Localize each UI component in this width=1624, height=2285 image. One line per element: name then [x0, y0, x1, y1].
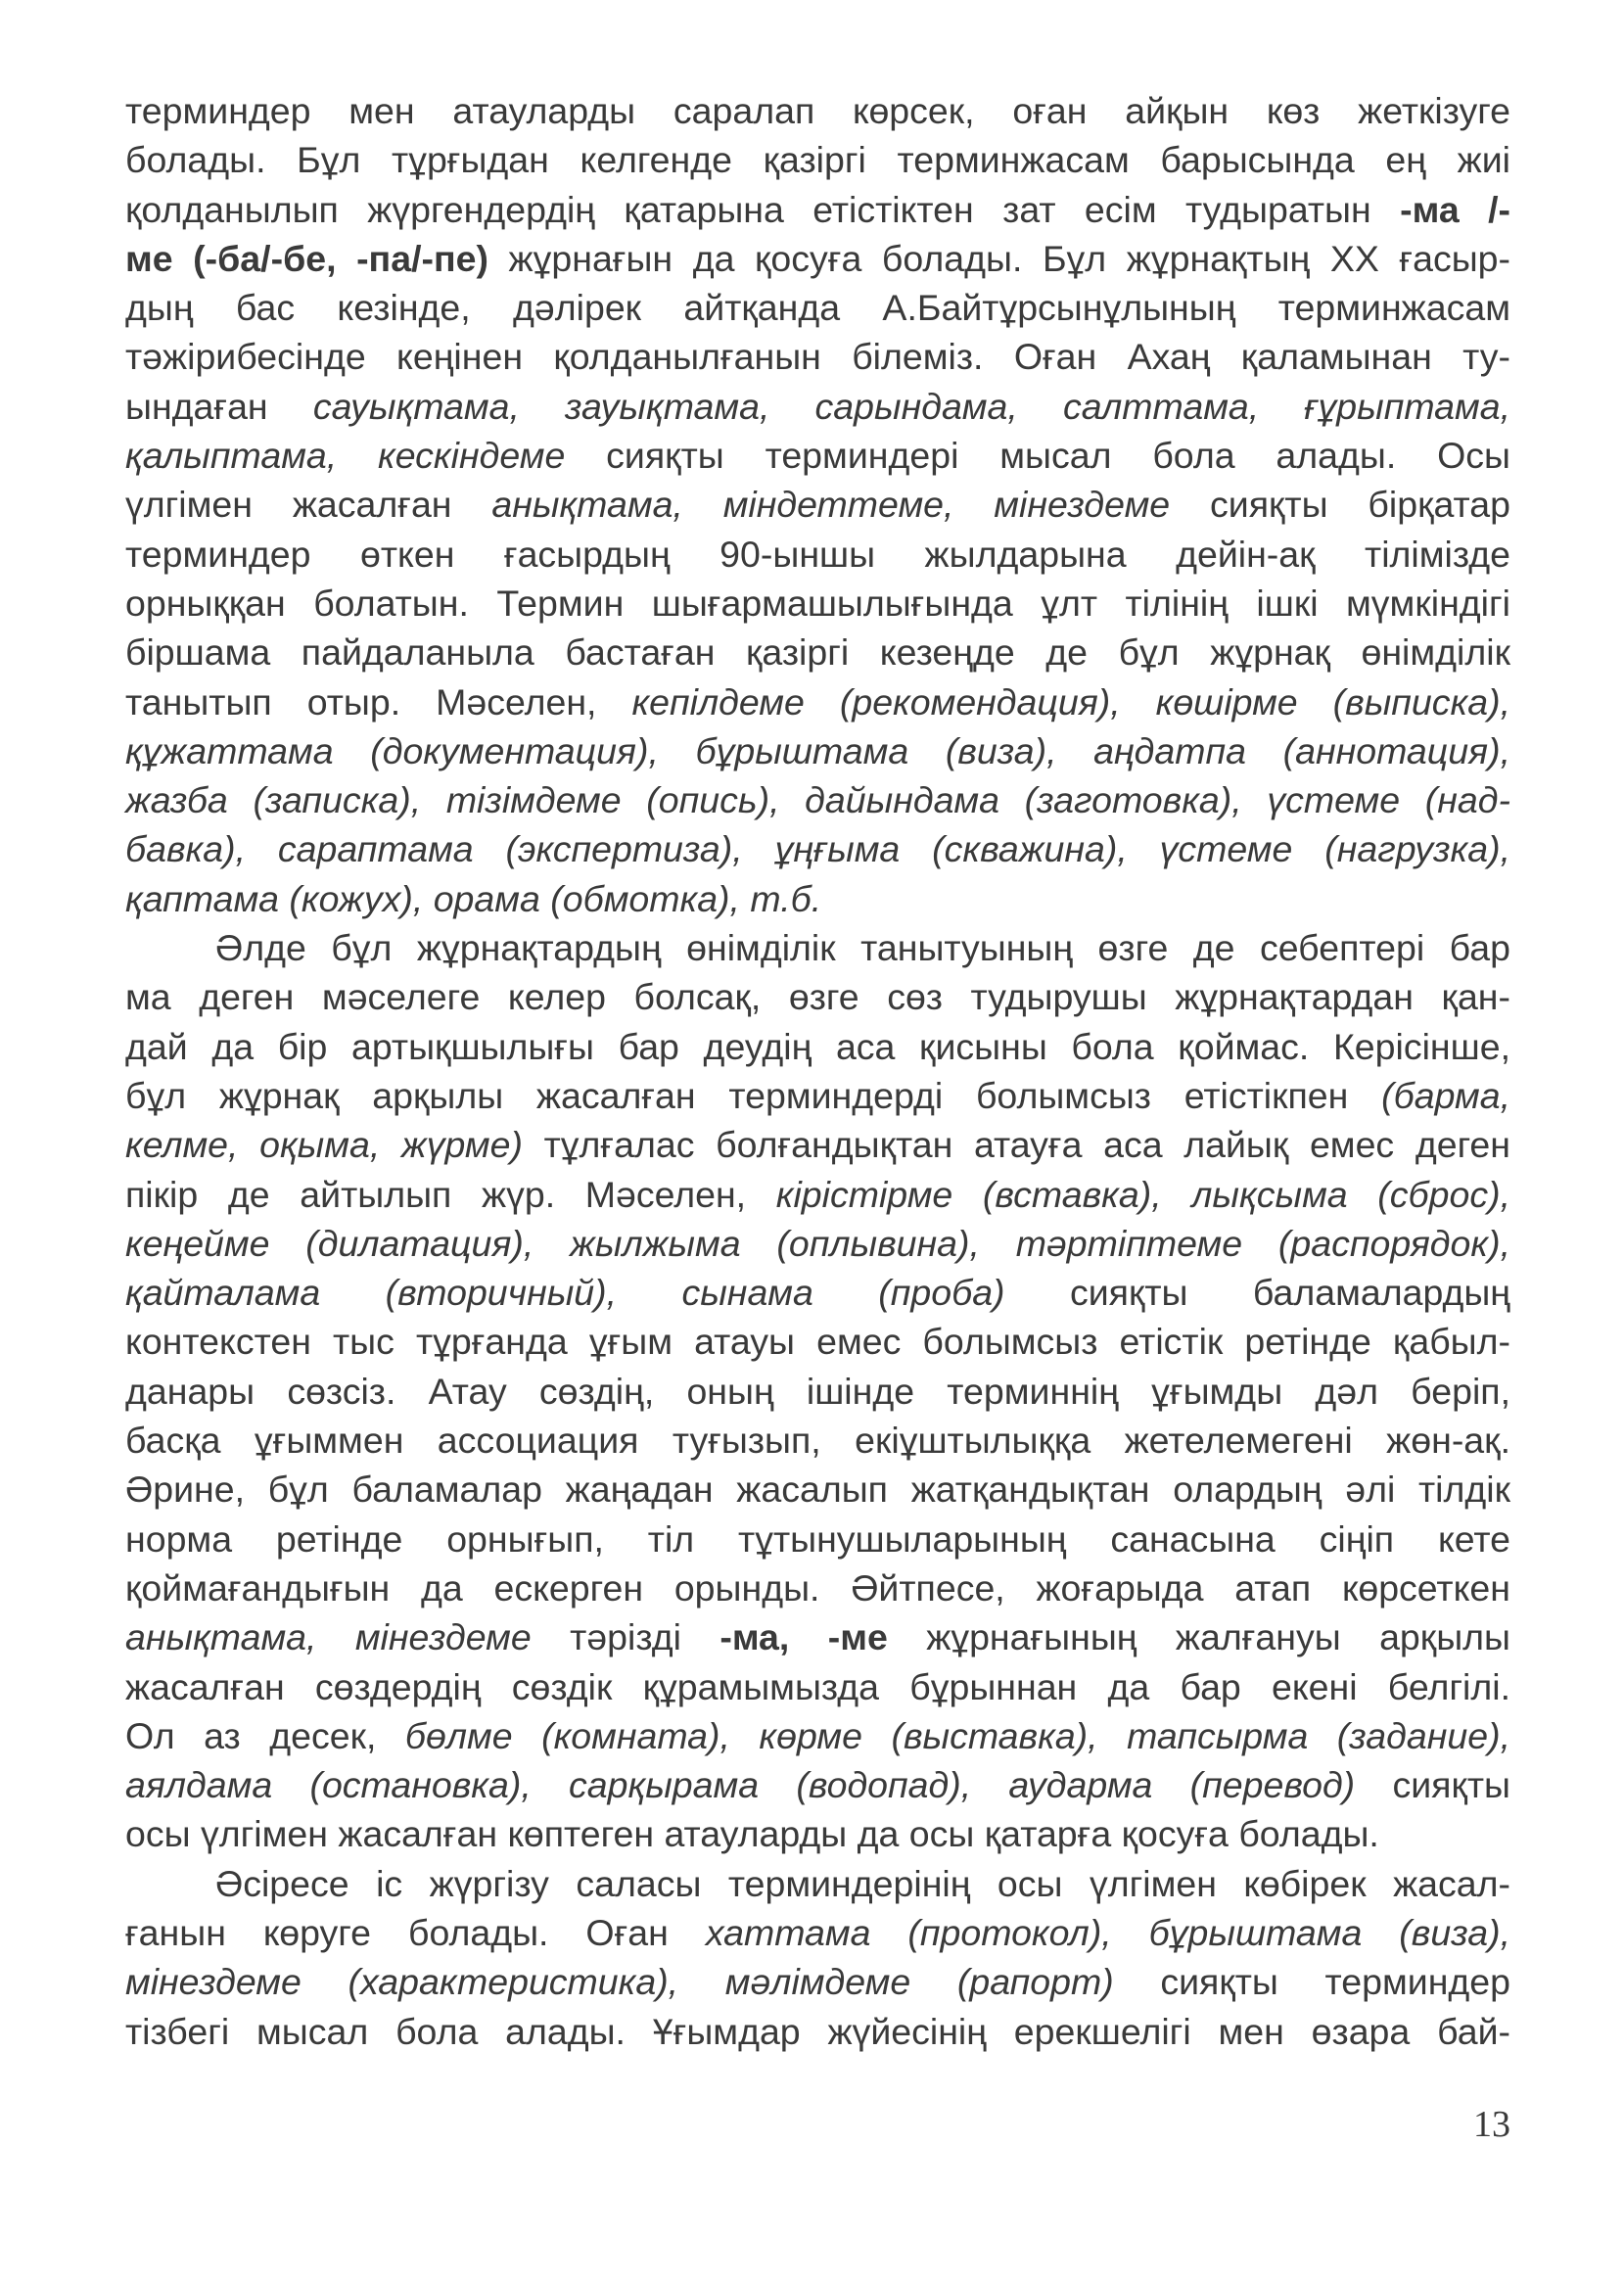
text-run: сияқты — [1355, 1764, 1510, 1806]
text-line — [125, 480, 1510, 529]
text-run: тәжірибесінде кеңінен қолданылғанын білеміз. Оған Ахаң қаламынан ту- — [125, 336, 1510, 378]
italic-term: анықтама, міндеттеме, мінездеме — [491, 484, 1171, 526]
text-run: терминдер өткен ғасырдың 90-ыншы жылдарына дейін-ақ тілімізде — [125, 533, 1510, 575]
text-line — [125, 923, 1510, 972]
text-line — [125, 2007, 1510, 2056]
text-run: орныққан болатын. Термин шығармашылығында ұлт тілінің ішкі мүмкіндігі — [125, 582, 1510, 624]
italic-term: бавка), сараптама (экспертиза), ұңғыма (скважина), үстеме (нагрузка), — [125, 828, 1510, 870]
text-run: сияқты терминдері мысал бола алады. Осы — [565, 435, 1510, 477]
text-line — [125, 135, 1510, 184]
text-line — [125, 972, 1510, 1021]
italic-term: қалыптама, кескіндеме — [125, 435, 566, 477]
text-line — [125, 1957, 1510, 2006]
text-line — [125, 1612, 1510, 1661]
text-run: бұл жұрнақ арқылы жасалған терминдерді болымсыз етістікпен — [125, 1074, 1382, 1116]
bold-suffix: ме (-ба/-бе, -па/-пе) — [125, 237, 488, 279]
italic-term: кірістірме (вставка), лықсыма (сброс), — [775, 1173, 1510, 1215]
text-run: ындаған — [125, 385, 313, 427]
text-line — [125, 185, 1510, 234]
text-run: данары сөзсіз. Атау сөздің, оның ішінде терминнің ұғымды дәл беріп, — [125, 1370, 1510, 1412]
italic-term: қаптама (кожух), орама (обмотка), т.б. — [125, 877, 822, 919]
body-text — [125, 86, 1510, 2056]
text-run: Әрине, бұл баламалар жаңадан жасалып жатқандықтан олардың әлі тілдік — [125, 1469, 1510, 1511]
text-run: үлгімен жасалған — [125, 484, 492, 526]
text-line — [125, 1662, 1510, 1711]
text-run: жұрнағын да қосуға болады. Бұл жұрнақтың XX ғасыр- — [487, 237, 1510, 279]
text-line — [125, 1120, 1510, 1169]
text-run: терминдер мен атауларды саралап көрсек, оған айқын көз жеткізуге — [125, 90, 1510, 131]
text-line — [125, 1908, 1510, 1957]
text-line — [125, 824, 1510, 873]
text-line — [125, 874, 1510, 923]
text-line — [125, 1563, 1510, 1612]
text-run: жұрнағының жалғануы арқылы — [887, 1616, 1510, 1658]
text-line — [125, 775, 1510, 824]
text-run: дай да бір артықшылығы бар деудің аса қисыны бола қоймас. Керісінше, — [125, 1025, 1510, 1067]
text-line — [125, 1022, 1510, 1071]
text-line — [125, 1071, 1510, 1120]
text-line — [125, 1859, 1510, 1908]
text-run: жасалған сөздердің сөздік құрамымызда бұрыннан да бар екені белгілі. — [125, 1665, 1510, 1707]
text-line — [125, 1317, 1510, 1366]
text-line — [125, 86, 1510, 135]
text-run: пікір де айтылып жүр. Мәселен, — [125, 1173, 776, 1215]
text-run: болады. Бұл тұрғыдан келгенде қазіргі терминжасам барысында ең жиі — [125, 139, 1510, 181]
text-line — [125, 1416, 1510, 1465]
text-run: Әсіресе іс жүргізу саласы терминдерінің осы үлгімен көбірек жасал- — [215, 1862, 1510, 1904]
text-line — [125, 382, 1510, 431]
italic-term: аялдама (остановка), сарқырама (водопад), аударма (перевод) — [125, 1764, 1356, 1806]
text-run: контекстен тыс тұрғанда ұғым атауы емес болымсыз етістік ретінде қабыл- — [125, 1321, 1510, 1363]
italic-term: сауықтама, зауықтама, сарындама, салттама, ғұрыптама, — [312, 385, 1510, 427]
text-line — [125, 1465, 1510, 1514]
text-run: Ол аз десек, — [125, 1714, 405, 1756]
text-line — [125, 234, 1510, 283]
text-line — [125, 530, 1510, 579]
text-line — [125, 431, 1510, 480]
text-line — [125, 1711, 1510, 1760]
italic-term: анықтама, мінездеме — [125, 1616, 532, 1658]
italic-term: мінездеме (характеристика), мәлімдеме (рапорт) — [125, 1961, 1114, 2003]
text-line — [125, 1809, 1510, 1858]
text-run: ғанын көруге болады. Оған — [125, 1911, 706, 1953]
text-line — [125, 1515, 1510, 1563]
italic-term: бөлме (комната), көрме (выставка), тапсырма (задание), — [404, 1714, 1510, 1756]
text-line — [125, 1170, 1510, 1219]
text-run: сияқты бірқатар — [1170, 484, 1510, 526]
italic-term: (барма, — [1381, 1074, 1510, 1116]
text-run: біршама пайдаланыла бастаған қазіргі кезеңде де бұл жұрнақ өнімділік — [125, 631, 1510, 674]
text-line — [125, 579, 1510, 628]
text-run: ма деген мәселеге келер болсақ, өзге сөз тудырушы жұрнақтардан қан- — [125, 976, 1510, 1018]
italic-term: қайталама (вторичный), сынама (проба) — [125, 1272, 1005, 1314]
text-run: тұлғалас болғандықтан атауға аса лайық емес деген — [522, 1124, 1511, 1166]
text-line — [125, 677, 1510, 726]
text-run: норма ретінде орнығып, тіл тұтынушыларының санасына сіңіп кете — [125, 1517, 1510, 1560]
page-number: 13 — [1473, 2104, 1510, 2145]
text-run: тізбегі мысал бола алады. Ұғымдар жүйесінің ерекшелігі мен өзара бай- — [125, 2010, 1510, 2052]
text-line — [125, 628, 1510, 676]
text-run: Әлде бұл жұрнақтардың өнімділік танытуының өзге де себептері бар — [215, 927, 1510, 969]
italic-term: кепілдеме (рекомендация), көшірме (выписка), — [631, 680, 1511, 723]
text-run: басқа ұғыммен ассоциация туғызып, екіұштылыққа жетелемегені жөн-ақ. — [125, 1420, 1510, 1462]
text-line — [125, 726, 1510, 775]
text-line — [125, 1219, 1510, 1268]
text-run: дың бас кезінде, дәлірек айтқанда А.Байтұрсынұлының терминжасам — [125, 287, 1510, 329]
bold-suffix: -ма, -ме — [719, 1616, 888, 1658]
italic-term: жазба (записка), тізімдеме (опись), дайындама (заготовка), үстеме (над- — [125, 779, 1510, 821]
text-line — [125, 283, 1510, 332]
text-run: қоймағандығын да ескерген орынды. Әйтпесе, жоғарыда атап көрсеткен — [125, 1566, 1510, 1609]
italic-term: құжаттама (документация), бұрыштама (виза), аңдатпа (аннотация), — [125, 729, 1510, 771]
italic-term: келме, оқыма, жүрме) — [125, 1124, 523, 1166]
text-line — [125, 1367, 1510, 1416]
italic-term: кеңейме (дилатация), жылжыма (оплывина), тәртіптеме (распорядок), — [125, 1222, 1510, 1264]
italic-term: хаттама (протокол), бұрыштама (виза), — [705, 1911, 1510, 1953]
text-line — [125, 1268, 1510, 1317]
text-run: қолданылып жүргендердің қатарына етістіктен зат есім тудыратын — [125, 188, 1401, 230]
text-run: тәрізді — [531, 1616, 720, 1658]
text-run: сияқты баламалардың — [1004, 1272, 1511, 1314]
text-line — [125, 332, 1510, 381]
text-run: танытып отыр. Мәселен, — [125, 680, 632, 723]
text-run: осы үлгімен жасалған көптеген атауларды да осы қатарға қосуға болады. — [125, 1813, 1379, 1855]
bold-suffix: -ма /- — [1400, 188, 1510, 230]
text-line — [125, 1760, 1510, 1809]
text-run: сияқты терминдер — [1113, 1961, 1510, 2003]
